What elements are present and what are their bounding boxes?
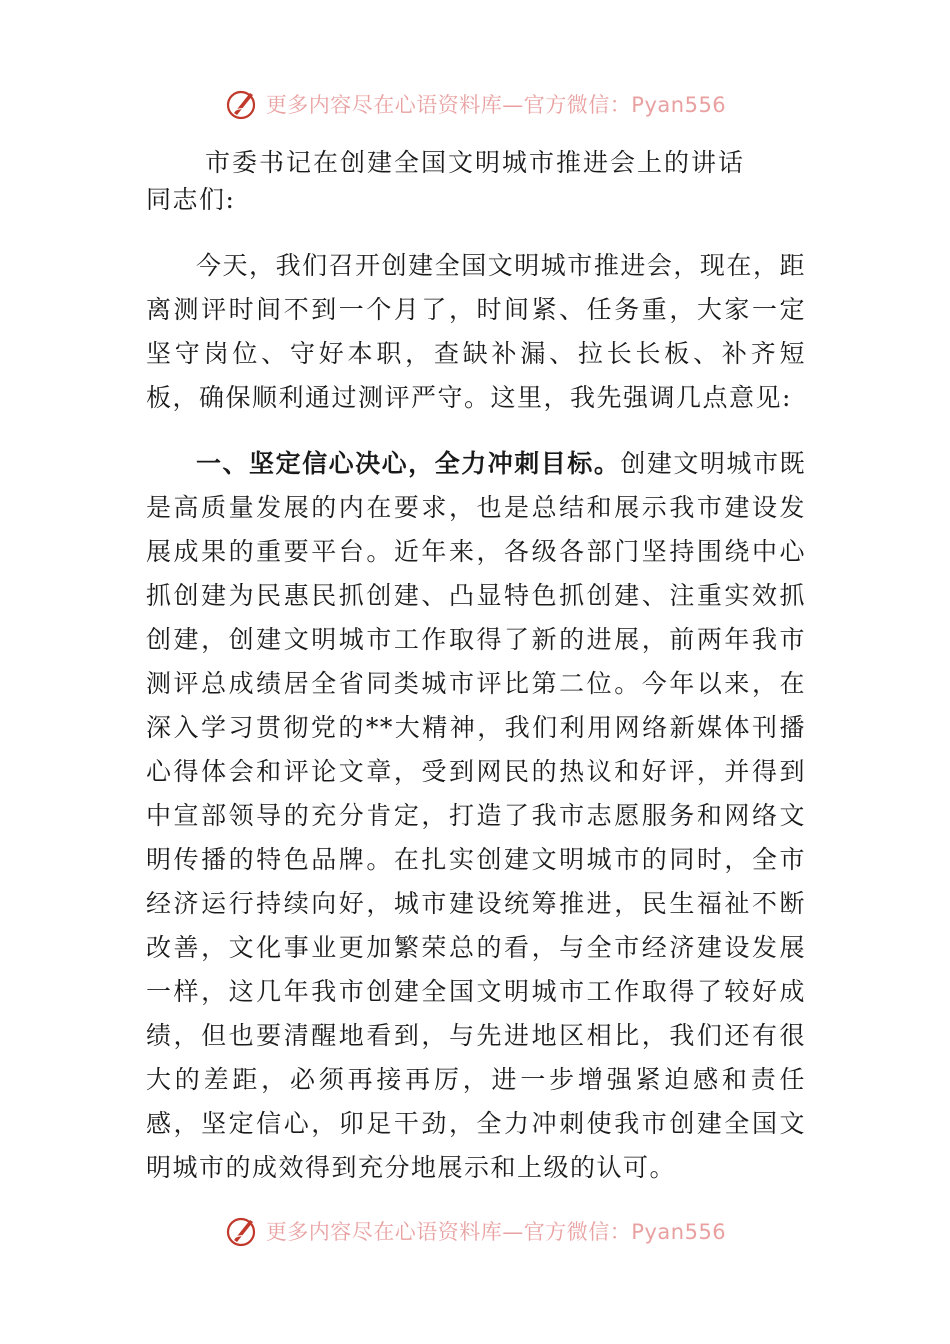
pen-circle-logo-icon — [224, 86, 260, 122]
document-body — [146, 178, 806, 1190]
watermark-banner-top — [0, 84, 950, 124]
watermark-banner-bottom — [0, 1211, 950, 1251]
salutation: 同志们: — [146, 185, 236, 214]
section-1-body: 创建文明城市既是高质量发展的内在要求，也是总结和展示我市建设发展成果的重要平台。近年来，各级各部门坚持围绕中心抓创建为民惠民抓创建、凸显特色抓创建、注重实效抓创建，创建文明城市工作取得了新的进展，前两年我市测评总成绩居全省同类城市评比第二位。今年以来，在深入学习贯彻党的**大精神，我们利用网络新媒体刊播心得体会和评论文章，受到网民的热议和好评，并得到中宣部领导的充分肯定，打造了我市志愿服务和网络文明传播的特色品牌。在扎实创建文明城市的同时，全市经济运行持续向好，城市建设统筹推进，民生福祉不断改善，文化事业更加繁荣总的看，与全市经济建设发展一样，这几年我市创建全国文明城市工作取得了较好成绩，但也要清醒地看到，与先进地区相比，我们还有很大的差距，必须再接再厉，进一步增强紧迫感和责任感，坚定信心，卯足干劲，全力冲刺使我市创建全国文明城市的成效得到充分地展示和上级的认可。 — [146, 449, 806, 1182]
section-1-paragraph — [146, 442, 806, 1190]
watermark-text: 更多内容尽在心语资料库—官方微信：Pyan556 — [265, 1220, 727, 1244]
pen-circle-logo-icon — [224, 1213, 260, 1249]
document-title: 市委书记在创建全国文明城市推进会上的讲话 — [204, 148, 745, 177]
section-1-heading: 一、坚定信心决心，全力冲刺目标。 — [196, 449, 621, 478]
watermark-text: 更多内容尽在心语资料库—官方微信：Pyan556 — [265, 93, 727, 117]
intro-paragraph: 今天，我们召开创建全国文明城市推进会，现在，距离测评时间不到一个月了，时间紧、任务重，大家一定坚守岗位、守好本职，查缺补漏、拉长长板、补齐短板，确保顺利通过测评严守。这里，我先强调几点意见: — [146, 251, 806, 412]
